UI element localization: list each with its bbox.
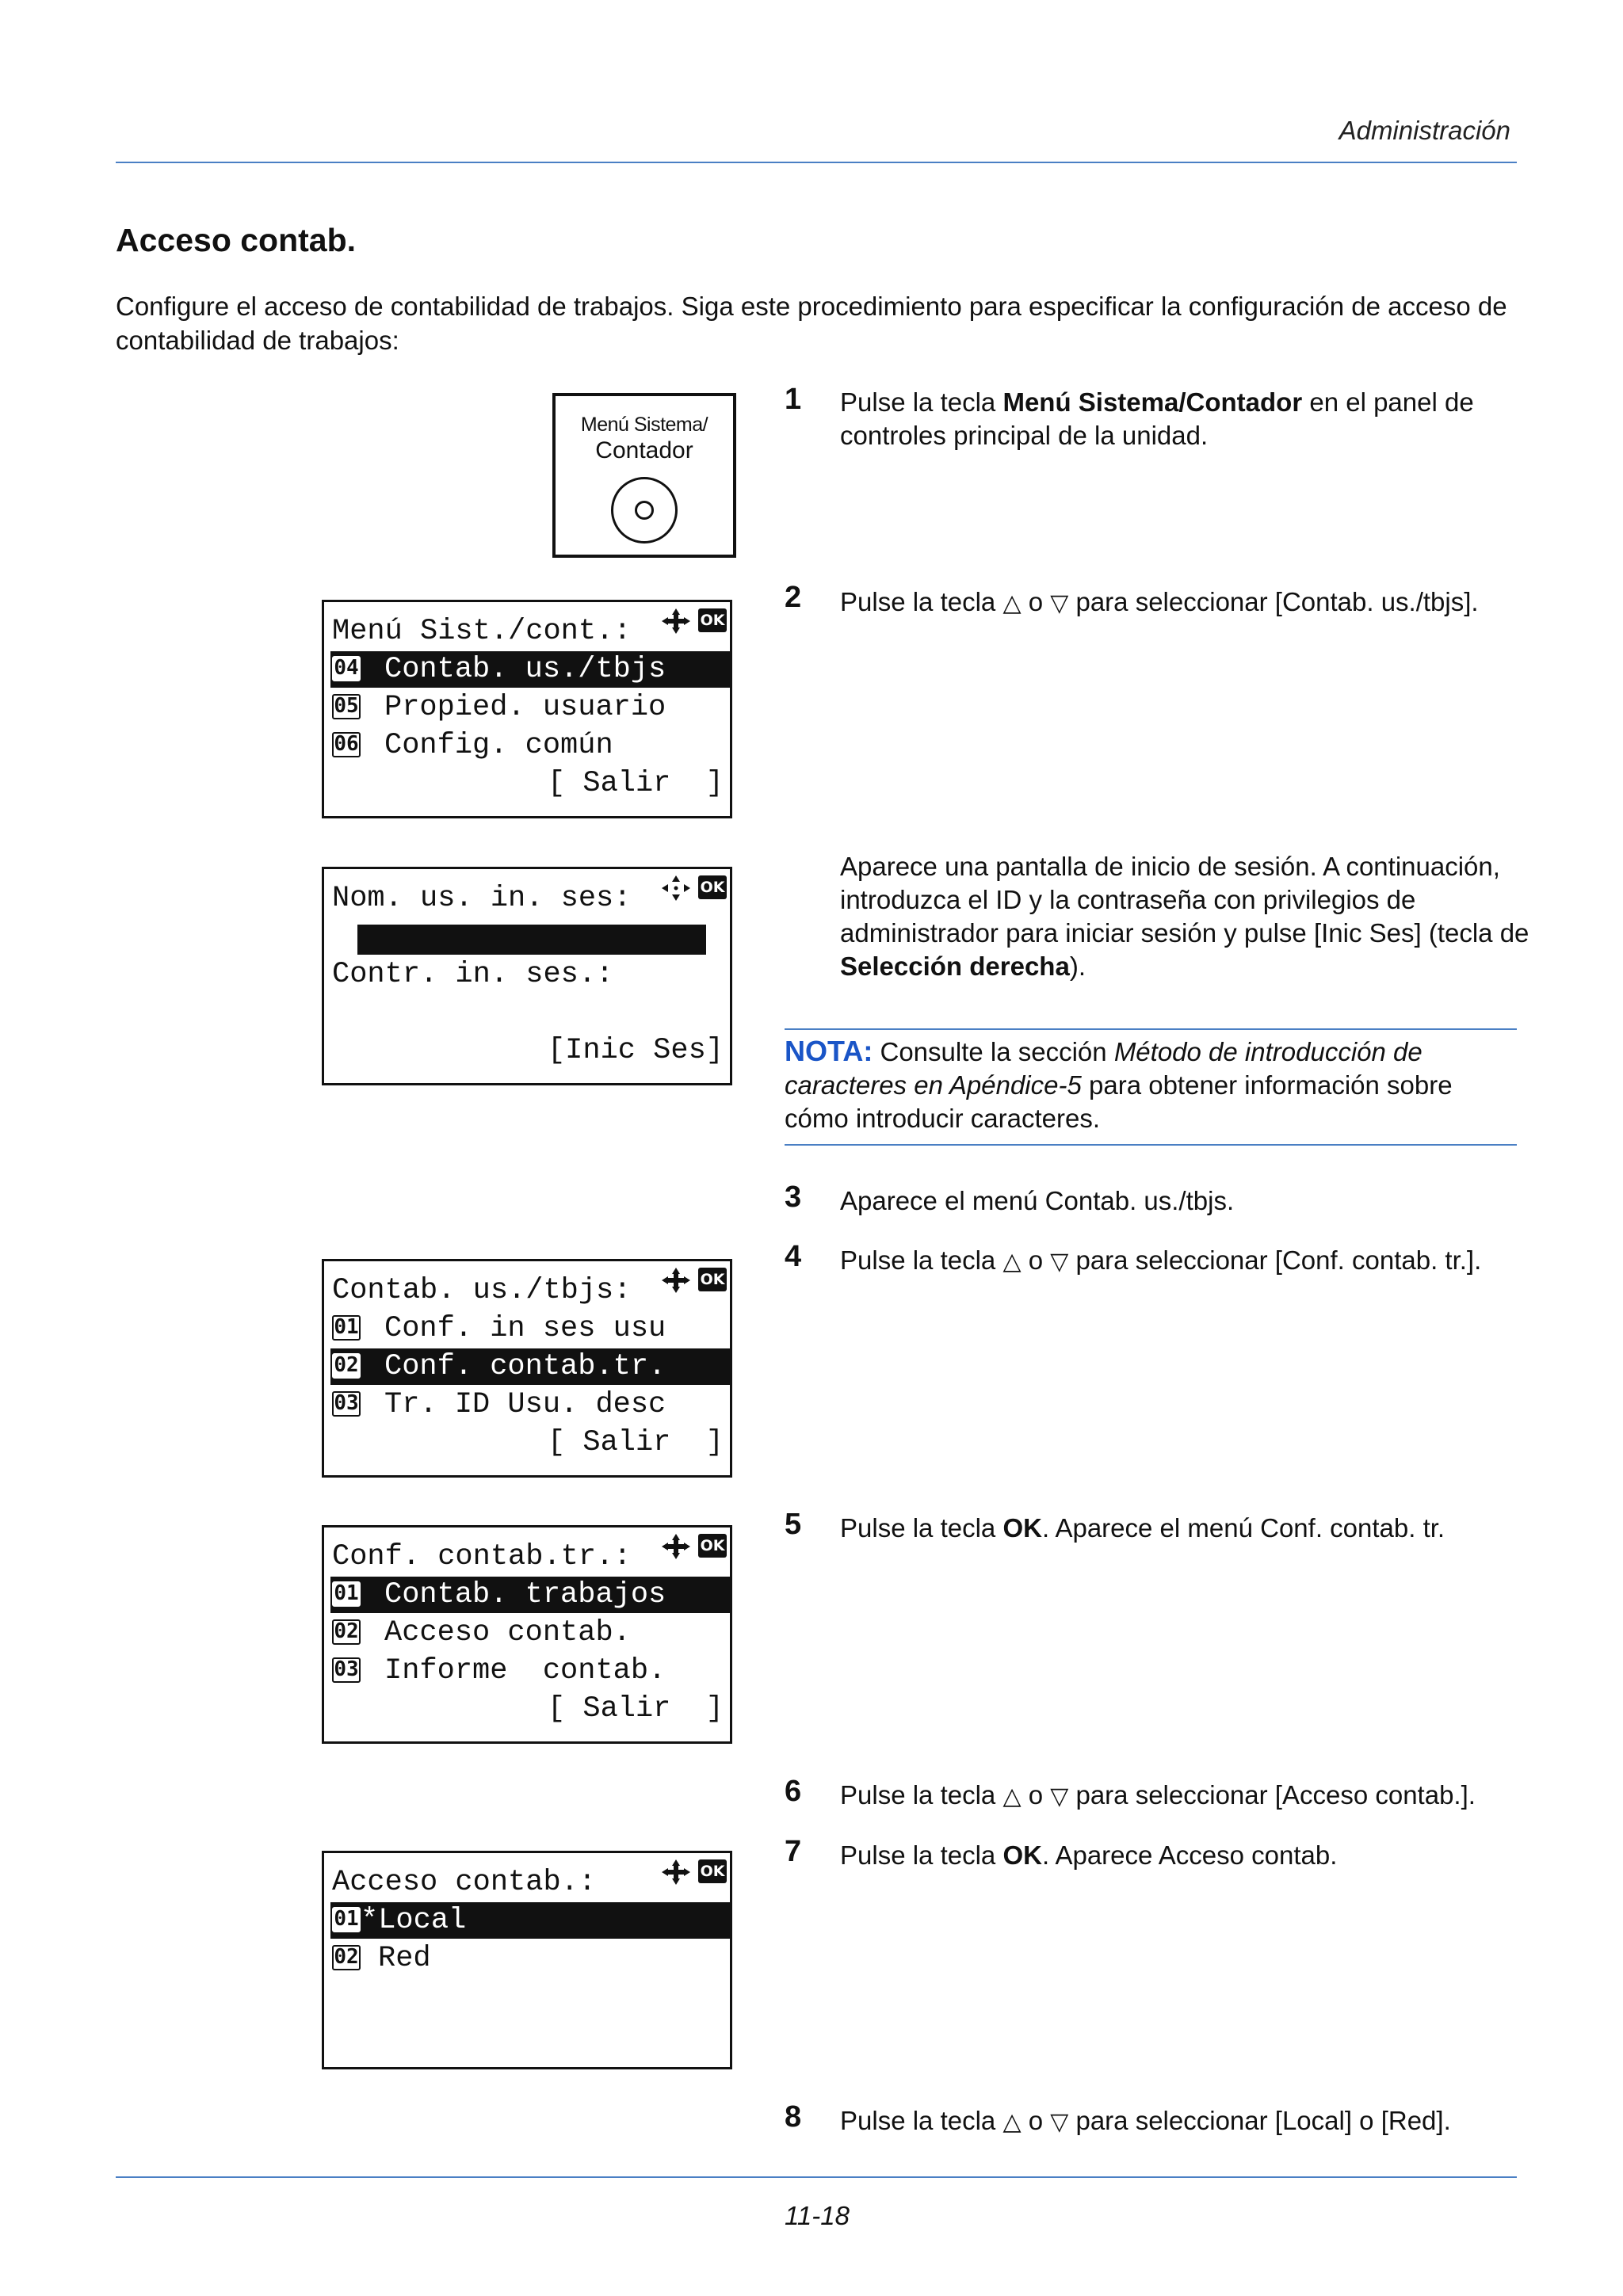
step-text: Pulse la tecla △ o ▽ para seleccionar [Conf. contab. tr.].	[840, 1245, 1482, 1276]
step-text: Pulse la tecla △ o ▽ para seleccionar [Local] o [Red].	[840, 2106, 1451, 2136]
panel-menu-item: 02 Conf. contab.tr.	[330, 1348, 730, 1385]
panel-softkey-exit: [ Salir ]	[547, 1426, 724, 1459]
section-intro: Configure el acceso de contabilidad de trabajos. Siga este procedimiento para especificar la configuración de acceso de contabilidad de trabajos:	[116, 292, 1507, 355]
panel-softkey-exit: [ Salir ]	[547, 1692, 724, 1726]
note-bottom-rule	[785, 1144, 1517, 1146]
key-label-line1: Menú Sistema/	[580, 414, 708, 436]
triangle-down-icon: ▽	[1050, 589, 1069, 617]
page-number: 11-18	[785, 2201, 850, 2230]
note-label: NOTA:	[785, 1035, 873, 1067]
four-way-arrow-icon	[660, 1532, 692, 1561]
panel-softkey-exit: [ Salir ]	[547, 767, 724, 800]
ok-icon: OK	[698, 1859, 727, 1883]
triangle-down-icon: ▽	[1050, 1783, 1069, 1810]
footer-rule	[116, 2176, 1517, 2178]
ok-icon: OK	[698, 1268, 727, 1291]
step-text: Pulse la tecla △ o ▽ para seleccionar [Contab. us./tbjs].	[840, 587, 1479, 617]
panel-menu-item: 03 Informe contab.	[332, 1653, 724, 1689]
four-way-arrow-icon	[660, 1858, 692, 1886]
header-title: Administración	[1338, 116, 1510, 145]
panel-menu-item: 01 Contab. trabajos	[330, 1577, 730, 1613]
step-number: 1	[785, 383, 802, 416]
step-text: Pulse la tecla △ o ▽ para seleccionar [Acceso contab.].	[840, 1780, 1476, 1810]
lcd-panel-login	[322, 867, 732, 1085]
lcd-panel-system-menu	[322, 600, 732, 818]
four-way-arrow-icon	[660, 1266, 692, 1295]
ok-icon: OK	[698, 1534, 727, 1558]
menu-system-key-image	[552, 393, 736, 558]
step-number: 7	[785, 1835, 802, 1868]
panel-menu-item: 02 Acceso contab.	[332, 1615, 724, 1651]
step-text: Aparece el menú Contab. us./tbjs.	[840, 1186, 1235, 1215]
note-top-rule	[785, 1028, 1517, 1030]
panel-menu-item: 06 Config. común	[332, 727, 724, 764]
step-text: Pulse la tecla OK. Aparece el menú Conf. contab. tr.	[840, 1513, 1445, 1543]
step-number: 8	[785, 2100, 802, 2134]
panel-menu-item: 03 Tr. ID Usu. desc	[332, 1386, 724, 1423]
lcd-panel-job-accounting-settings	[322, 1525, 732, 1744]
panel-title: Menú Sist./cont.:	[332, 615, 632, 648]
triangle-up-icon: △	[1002, 2108, 1022, 2136]
four-way-arrow-icon	[660, 607, 692, 635]
key-label-line2: Contador	[595, 437, 693, 463]
four-way-arrow-icon	[660, 874, 692, 902]
panel-softkey-login: [Inic Ses]	[547, 1034, 724, 1067]
step-text: Pulse la tecla Menú Sistema/Contador en el panel de controles principal de la unidad.	[840, 387, 1474, 450]
panel-menu-item: 05 Propied. usuario	[332, 689, 724, 726]
panel-title: Nom. us. in. ses:	[332, 882, 632, 915]
triangle-up-icon: △	[1002, 1783, 1022, 1810]
step-number: 4	[785, 1240, 802, 1273]
panel-title: Conf. contab.tr.:	[332, 1540, 632, 1573]
triangle-up-icon: △	[1002, 1248, 1022, 1276]
header-rule	[116, 162, 1517, 163]
section-title: Acceso contab.	[116, 222, 357, 258]
lcd-panel-job-accounting	[322, 1259, 732, 1478]
step-number: 5	[785, 1508, 802, 1541]
key-button-circle	[611, 477, 678, 543]
ok-icon: OK	[698, 608, 727, 632]
triangle-down-icon: ▽	[1050, 2108, 1069, 2136]
panel-menu-item: 01 Conf. in ses usu	[332, 1310, 724, 1347]
note-box: NOTA: Consulte la sección Método de introducción de caracteres en Apéndice-5 para obtener información sobre cómo introducir caracteres.	[785, 1035, 1453, 1133]
step-number: 6	[785, 1775, 802, 1808]
panel-title: Contab. us./tbjs:	[332, 1274, 632, 1307]
panel-menu-item: 02 Red	[332, 1940, 724, 1977]
username-input-bar	[357, 925, 706, 955]
panel-title: Acceso contab.:	[332, 1866, 597, 1899]
panel-menu-item: 04 Contab. us./tbjs	[330, 651, 730, 688]
login-instructions: Aparece una pantalla de inicio de sesión. A continuación, introduzca el ID y la contraseña con privilegios de administrador para iniciar sesión y pulse [Inic Ses] (tecla de Selección derecha).	[840, 852, 1529, 981]
step-number: 3	[785, 1180, 802, 1214]
step-text: Pulse la tecla OK. Aparece Acceso contab.	[840, 1840, 1338, 1870]
triangle-down-icon: ▽	[1050, 1248, 1069, 1276]
triangle-up-icon: △	[1002, 589, 1022, 617]
step-number: 2	[785, 581, 802, 614]
lcd-panel-accounting-access	[322, 1851, 732, 2069]
key-indicator-icon	[635, 501, 654, 520]
ok-icon: OK	[698, 875, 727, 899]
panel-menu-item: 01*Local	[330, 1902, 730, 1939]
password-label: Contr. in. ses.:	[332, 958, 614, 991]
